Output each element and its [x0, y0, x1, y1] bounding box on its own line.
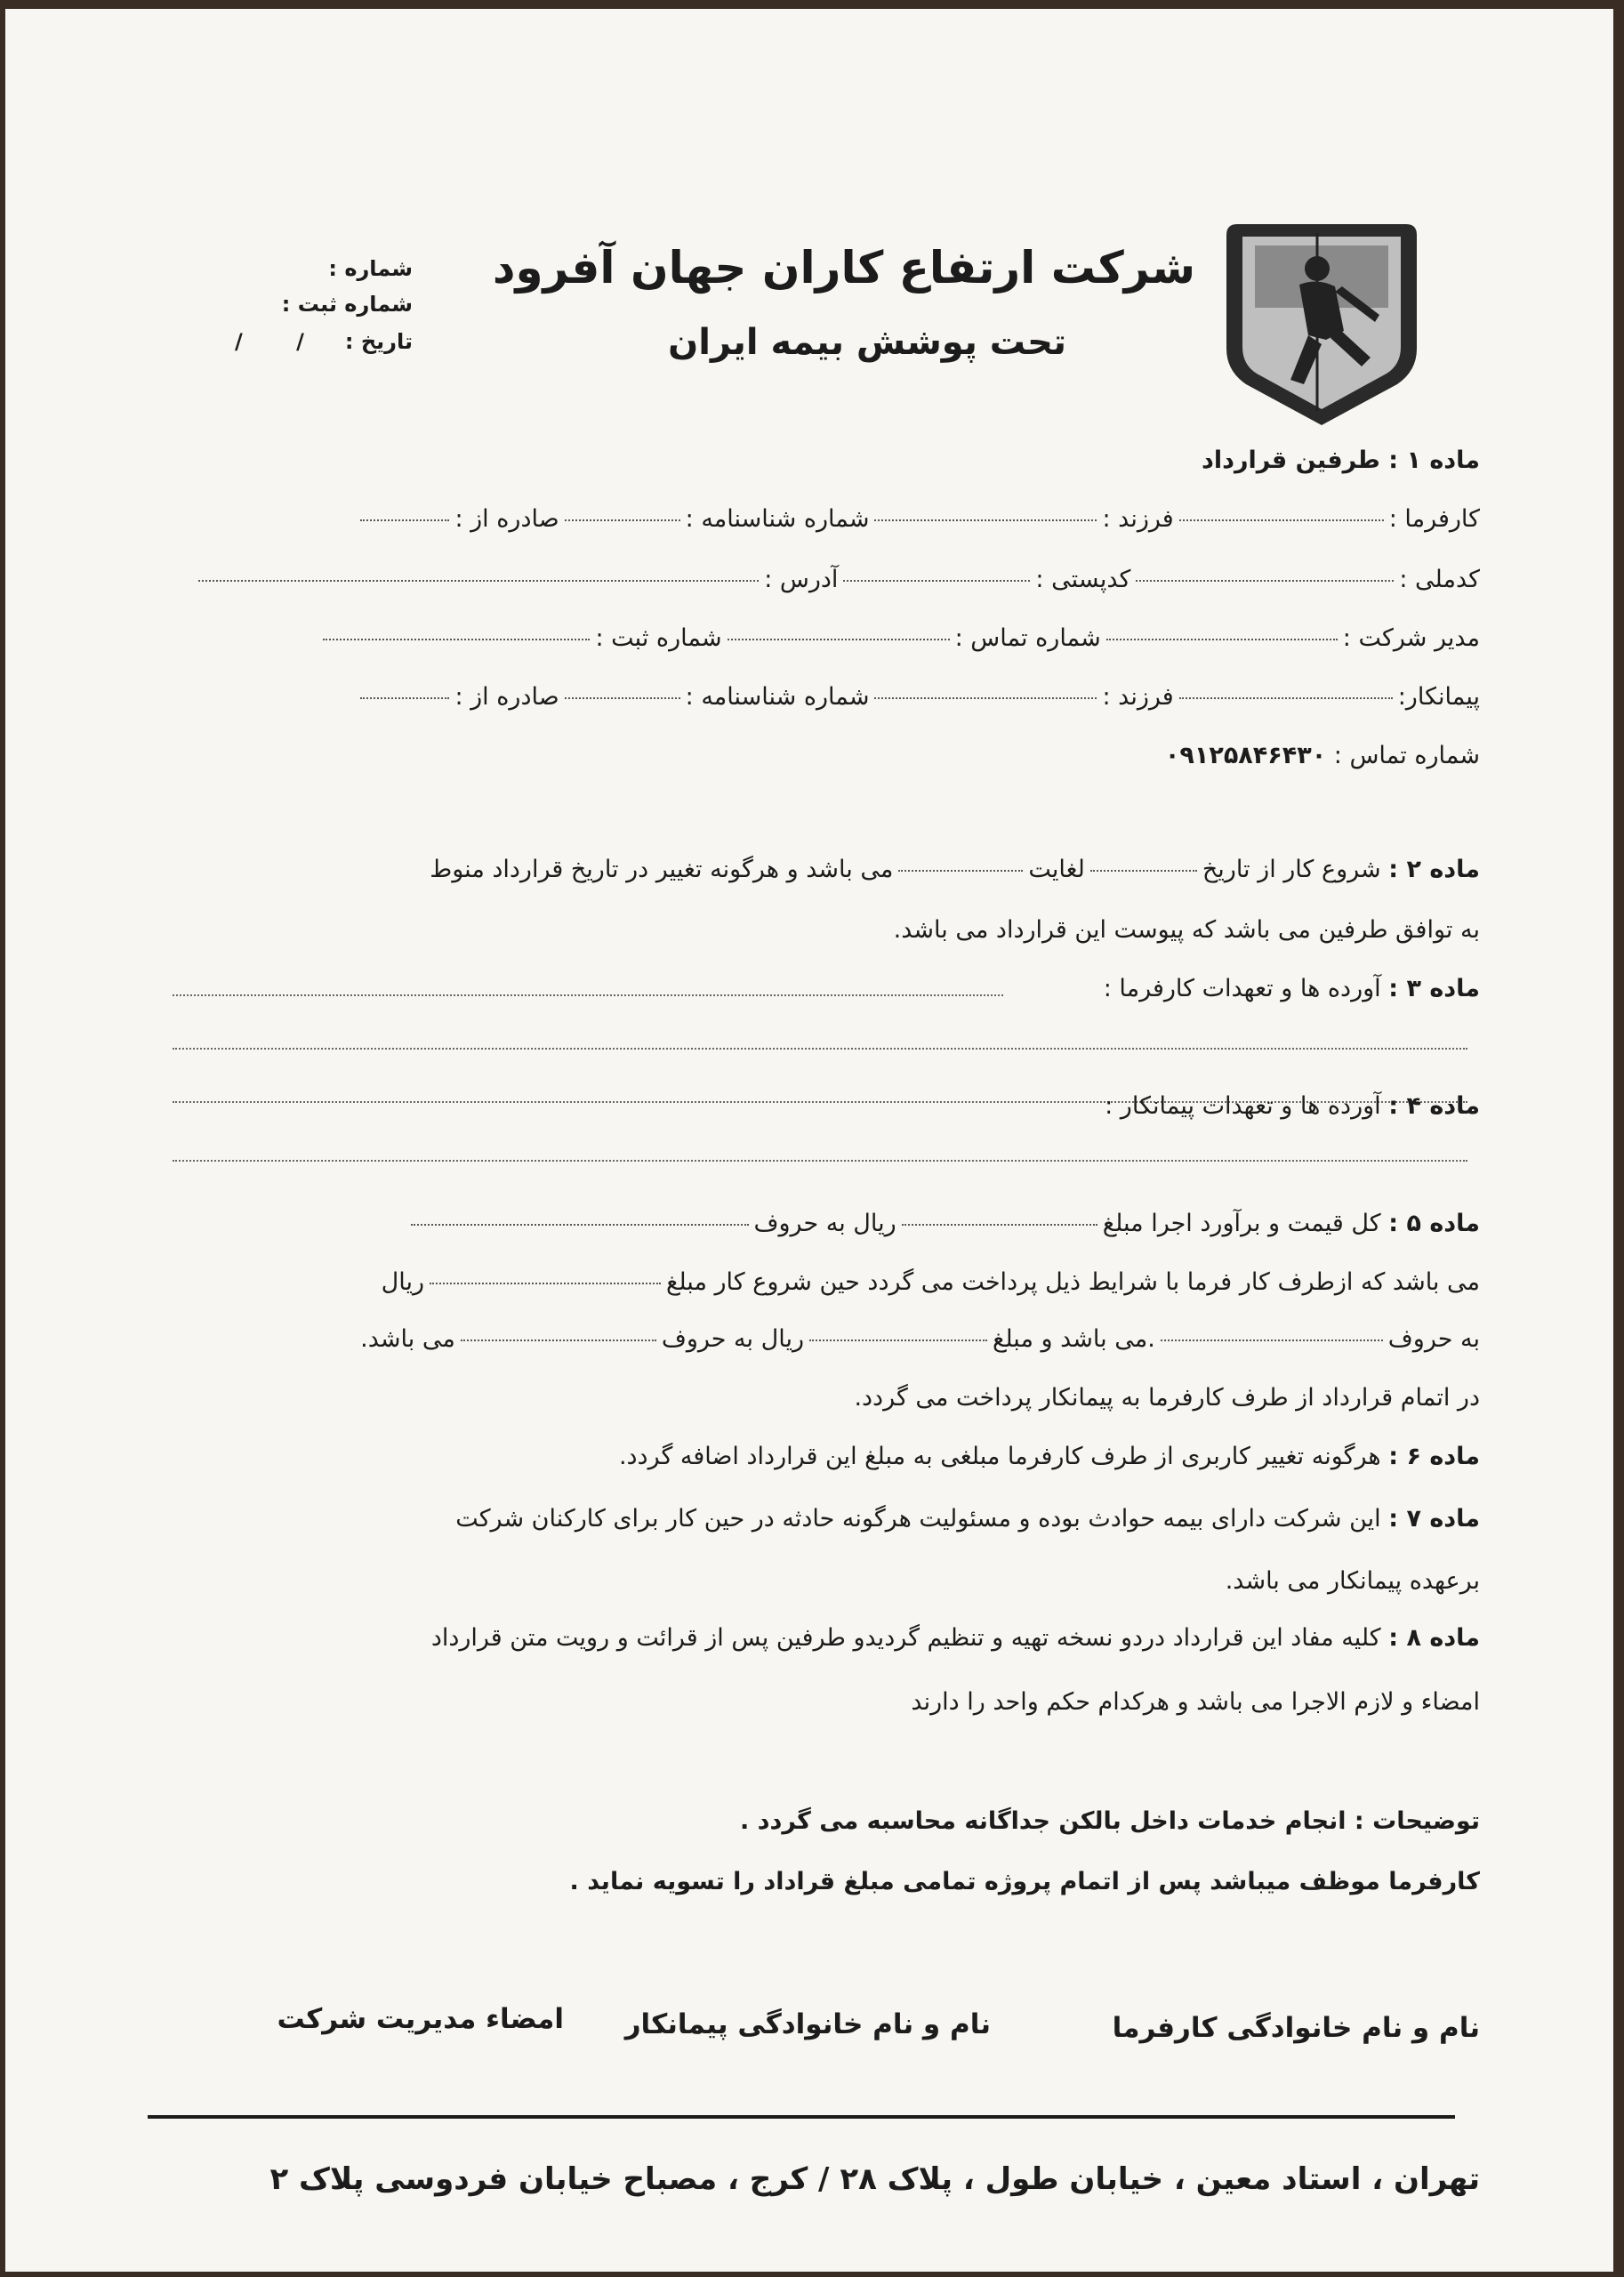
article8-line2: امضاء و لازم الاجرا می باشد و هرکدام حکم واحد را دارند — [911, 1688, 1480, 1716]
article6-text: هرگونه تغییر کاربری از طرف کارفرما مبلغی به مبلغ این قرارداد اضافه گردد. — [618, 1443, 1381, 1470]
article5-rial-text: ریال — [381, 1268, 424, 1296]
article7-text-1: این شرکت دارای بیمه حوادث بوده و مسئولیت هرگونه حادثه در حین کار برای کارکنان شرکت — [455, 1505, 1381, 1533]
employer-father-field[interactable] — [874, 519, 1097, 521]
article5-end-text: می باشد. — [360, 1325, 455, 1353]
article5-rial-words-text: ریال به حروف — [753, 1210, 896, 1237]
number-label: شماره : — [328, 256, 413, 281]
climber-logo-icon — [1219, 215, 1424, 429]
article5-and-amount-text: .می باشد و مبلغ — [993, 1325, 1155, 1353]
national-code-row — [193, 566, 1480, 593]
employer-id-label: شماره شناسنامه : — [685, 505, 870, 533]
start-amount-field[interactable] — [430, 1283, 661, 1284]
total-words-field[interactable] — [411, 1224, 749, 1226]
article4-label: ماده ۴ : — [1388, 1092, 1480, 1120]
contractor-father-field[interactable] — [874, 697, 1097, 699]
article4-text: آورده ها و تعهدات پیمانکار : — [1105, 1092, 1381, 1120]
article2-label: ماده ۲ : — [1388, 856, 1480, 883]
contractor-row — [355, 683, 1480, 711]
article5-line3 — [360, 1325, 1480, 1353]
article2-start-text: شروع کار از تاریخ — [1202, 856, 1381, 883]
contractor-child-label: فرزند : — [1102, 683, 1174, 711]
article2-line1 — [430, 856, 1480, 883]
article2-line2: به توافق طرفین می باشد که پیوست این قرارداد می باشد. — [893, 916, 1480, 944]
date-value: / / — [235, 329, 327, 354]
insurance-subtitle: تحت پوشش بیمه ایران — [668, 322, 1066, 363]
article5-payment-text: می باشد که ازطرف کار فرما با شرایط ذیل پرداخت می گردد حین شروع کار مبلغ — [666, 1268, 1480, 1296]
contractor-field[interactable] — [1179, 697, 1393, 699]
article3-line — [1104, 975, 1480, 1002]
article5-rial-words-text-2: ریال به حروف — [661, 1325, 804, 1353]
footer-divider — [148, 2115, 1455, 2119]
start-date-field[interactable] — [1090, 870, 1197, 872]
manager-row — [318, 624, 1480, 652]
article5-line4: در اتمام قرارداد از طرف کارفرما به پیمانکار پرداخت می گردد. — [854, 1384, 1480, 1412]
contract-page — [5, 9, 1613, 2272]
contractor-signature-label: نام و نام خانوادگی پیمانکار — [624, 2008, 991, 2040]
article5-total-text: کل قیمت و برآورد اجرا مبلغ — [1102, 1210, 1381, 1237]
contact-field[interactable] — [728, 639, 950, 640]
contractor-phone-label: شماره تماس : — [1333, 742, 1480, 769]
employer-signature-label: نام و نام خانوادگی کارفرما — [1112, 2012, 1480, 2044]
company-name: شرکت ارتفاع کاران جهان آفرود — [492, 242, 1195, 294]
article3-field-1[interactable] — [173, 994, 1003, 996]
employer-child-label: فرزند : — [1102, 505, 1174, 533]
contractor-phone: ۰۹۱۲۵۸۴۶۴۳۰ — [1164, 742, 1327, 769]
date-label: تاریخ : — [344, 329, 413, 354]
total-amount-field[interactable] — [902, 1224, 1097, 1226]
contractor-id-label: شماره شناسنامه : — [685, 683, 870, 711]
end-date-field[interactable] — [898, 870, 1023, 872]
company-reg-label: شماره ثبت : — [595, 624, 722, 652]
contractor-issued-field[interactable] — [360, 697, 449, 699]
article8-line1 — [431, 1624, 1480, 1652]
employer-field[interactable] — [1179, 519, 1384, 521]
employer-issued-label: صادره از : — [454, 505, 559, 533]
article8-label: ماده ۸ : — [1388, 1624, 1480, 1652]
start-words-field[interactable] — [1161, 1340, 1383, 1341]
contractor-issued-label: صادره از : — [454, 683, 559, 711]
national-code-field[interactable] — [1136, 580, 1394, 582]
postal-code-label: کدپستی : — [1035, 566, 1131, 593]
article5-line1 — [406, 1210, 1480, 1237]
notes-line1: توضیحات : انجام خدمات داخل بالکن جداگانه محاسبه می گردد . — [739, 1807, 1480, 1835]
article4-field[interactable] — [173, 1160, 1467, 1162]
article3-field-2[interactable] — [173, 1048, 1467, 1050]
article6-label: ماده ۶ : — [1388, 1443, 1480, 1470]
article5-line2 — [382, 1268, 1480, 1296]
manager-field[interactable] — [1106, 639, 1338, 640]
manager-label: مدیر شرکت : — [1342, 624, 1480, 652]
company-reg-field[interactable] — [323, 639, 590, 640]
article5-words-text: به حروف — [1387, 1325, 1480, 1353]
contractor-label: پیمانکار: — [1397, 683, 1480, 711]
article5-label: ماده ۵ : — [1388, 1210, 1480, 1237]
article7-label: ماده ۷ : — [1388, 1505, 1480, 1533]
article2-change-text: می باشد و هرگونه تغییر در تاریخ قرارداد منوط — [430, 856, 894, 883]
article8-text-1: کلیه مفاد این قرارداد دردو نسخه تهیه و تنظیم گردیدو طرفین پس از قرائت و رویت متن قرارداد — [430, 1624, 1381, 1652]
employer-label: کارفرما : — [1388, 505, 1480, 533]
final-words-field[interactable] — [461, 1340, 656, 1341]
address-label: آدرس : — [764, 566, 839, 593]
article3-label: ماده ۳ : — [1388, 975, 1480, 1002]
postal-code-field[interactable] — [843, 580, 1030, 582]
employer-row — [355, 505, 1480, 533]
employer-issued-field[interactable] — [360, 519, 449, 521]
address-field[interactable] — [198, 580, 759, 582]
article2-until-text: لغایت — [1028, 856, 1085, 883]
contractor-phone-row — [1165, 742, 1480, 769]
article6-line — [619, 1443, 1480, 1470]
article7-line2: برعهده پیمانکار می باشد. — [1225, 1567, 1480, 1595]
footer-address: تهران ، استاد معین ، خیابان طول ، پلاک ۲۸ / کرج ، مصباح خیابان فردوسی پلاک ۲ — [269, 2161, 1480, 2197]
management-signature-label: امضاء مدیریت شرکت — [277, 2003, 564, 2035]
final-amount-field[interactable] — [809, 1340, 987, 1341]
contact-label: شماره تماس : — [954, 624, 1101, 652]
national-code-label: کدملی : — [1399, 566, 1480, 593]
article3-text: آورده ها و تعهدات کارفرما : — [1103, 975, 1381, 1002]
employer-id-field[interactable] — [565, 519, 680, 521]
article1-heading: ماده ۱ : طرفین قرارداد — [1201, 447, 1480, 474]
reg-number-label: شماره ثبت : — [281, 292, 413, 317]
notes-line2: کارفرما موظف میباشد پس از اتمام پروژه تمامی مبلغ قراداد را تسویه نماید . — [569, 1868, 1480, 1895]
contractor-id-field[interactable] — [565, 697, 680, 699]
article7-line1 — [455, 1505, 1480, 1533]
article4-line — [1105, 1092, 1480, 1120]
